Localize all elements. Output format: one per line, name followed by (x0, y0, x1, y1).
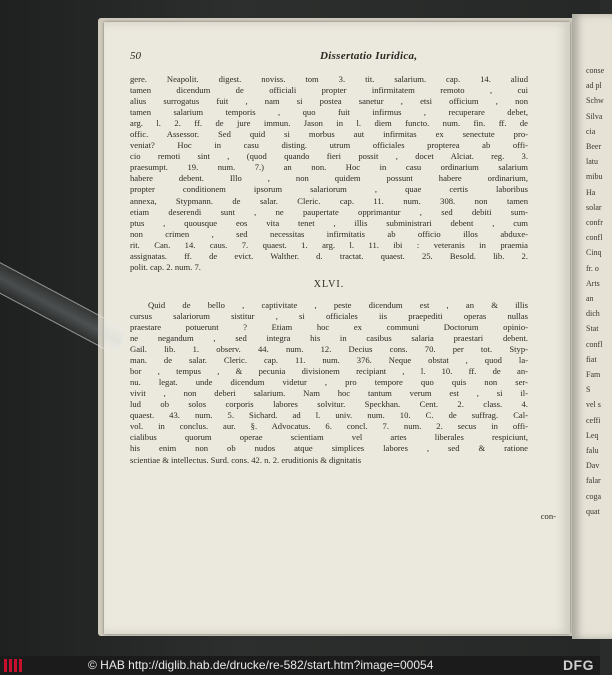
text-line: tamen salarium temporis , quo fuit infirmus , recuperare debet, (130, 107, 528, 118)
text-line: praesumpt. 19. num. 7.) an non. Hoc in casu ordinarium salarium (130, 162, 528, 173)
text-line: ne negandum , sed integra his in casibus salaria praestari debent. (130, 332, 528, 343)
text-line: polit. cap. 2. num. 7. (130, 261, 201, 272)
next-page-fragment: fr. o (586, 263, 599, 273)
hab-logo-icon (4, 659, 26, 672)
text-line: habere debent. Illo , non quidem possunt habere ordinarium, (130, 173, 528, 184)
next-page-fragment: Stat (586, 324, 599, 334)
next-page-fragment: Cinq (586, 248, 602, 258)
running-title: Dissertatio Iuridica, (320, 50, 418, 62)
text-line: man. de salar. Cleric. cap. 11. num. 376. Neque obstat , quod la- (130, 355, 528, 366)
paragraph-2 (130, 300, 528, 466)
text-line: Gail. lib. 1. observ. 44. num. 12. Decius cons. 70. per tot. Styp- (130, 344, 528, 355)
text-line: cio remoti sint , (quod quando fieri possit , docet Alciat. reg. 3. (130, 151, 528, 162)
text-line: alius surrogatus fuit , nam si postea sanetur , etsi officium , non (130, 96, 528, 107)
text-line: gere. Neapolit. digest. noviss. tom 3. tit. salarium. cap. 14. aliud (130, 74, 528, 84)
next-page-fragment: Arts (586, 278, 600, 288)
next-page-fragment: mibu (586, 172, 603, 182)
text-line: veniat? Hoc in casu disting. utrum officiales propterea ab offi- (130, 140, 528, 151)
next-page-fragment: solar (586, 202, 602, 212)
next-page-fragment: Fam (586, 370, 601, 379)
next-page-fragment: Dav (586, 461, 600, 471)
text-line: vivit , non deberi salarium. Nam hoc tantum verum est , si il- (130, 388, 528, 399)
text-line: rit. Can. 14. caus. 7. quaest. 1. arg. l. 11. ibi : veteranis in praemia (130, 239, 528, 250)
text-line: Quid de bello , captivitate , peste dicendum est , an & illis (148, 299, 528, 310)
next-page-fragment: confl (586, 233, 603, 243)
next-page-fragment: ceffi (586, 415, 601, 425)
catchword: con- (540, 511, 556, 521)
paragraph-1 (130, 74, 528, 273)
text-line: assignatas. ff. de evict. Walther. d. tractat. quaest. 25. Besold. lib. 2. (130, 250, 528, 261)
footer-bar (0, 656, 600, 675)
page-header (130, 50, 530, 64)
text-line: propter conditionem ipsorum salariorum , quae certis laboribus (130, 184, 528, 195)
next-page-fragment: confl (586, 339, 603, 349)
next-page-fragment: Ha (586, 187, 596, 197)
page-text (130, 74, 528, 466)
text-line: annexa, Stypmann. de salar. Cleric. cap. 11. num. 308. non tamen (130, 195, 528, 206)
next-page-fragment: dich (586, 309, 600, 319)
text-line: quaest. 43. num. 5. Sichard. ad l. univ. num. 10. C. de suffrag. Cal- (130, 410, 528, 421)
text-line: ptus , quousque eos vita tenet , illis subministrari debent , cum (130, 217, 528, 228)
next-page-fragment: latu (586, 157, 598, 167)
next-page-fragment: Silva (586, 111, 603, 121)
text-line: etiam deserendi sunt , ne paupertate opprimantur , sed debiti sum- (130, 206, 528, 217)
dfg-logo: DFG (562, 657, 594, 673)
text-line: nu. legat. unde dicendum videtur , pro tempore quo quis non ser- (130, 377, 528, 388)
text-line: praestare potuerunt ? Etiam hoc ex communi Doctorum opinio- (130, 321, 528, 332)
next-page-fragment: an (586, 294, 594, 303)
text-line: arg. l. 2. ff. de jure immun. Jason in l. diem functo. num. fin. ff. de (130, 118, 528, 129)
next-page-fragment: S (586, 385, 591, 395)
text-line: tamen dicendum de officiali propter infirmitatem remoto , cui (130, 85, 528, 96)
next-page-fragment: falar (586, 476, 601, 486)
text-line: his enim non ob nudos atque simplices labores , sed & ratione (130, 443, 528, 454)
next-page-fragment: vel s (586, 400, 601, 410)
text-line: cialibus quorum operae scientiam vel artes liberales respiciunt, (130, 432, 528, 443)
next-page-fragment: ad pl (586, 81, 602, 91)
text-line: vol. in conclus. aur. §. Advocatus. 6. concl. 7. num. 2. secus in offi- (130, 421, 528, 432)
next-page-fragment: conse (586, 66, 605, 75)
page-number: 50 (130, 50, 141, 62)
next-page-fragment: Beer (586, 142, 602, 151)
next-page-fragment: falu (586, 446, 599, 455)
next-page-edge (572, 14, 612, 639)
next-page-fragment: Leq (586, 430, 599, 440)
next-page-fragment: coga (586, 491, 602, 501)
text-line: non crimen , sed necessitas infirmitatis ab officio illos abduxe- (130, 228, 528, 239)
footer-credit-link[interactable]: © HAB http://diglib.hab.de/drucke/re-582/start.htm?image=00054 (88, 658, 434, 672)
next-page-fragment: quat (586, 506, 600, 516)
section-heading: XLVI. (313, 278, 345, 290)
text-line: bor , tempus , & pecunia divisionem recipiant , l. 10. ff. de an- (130, 366, 528, 377)
text-line: offic. Assessor. Sed quid si morbus aut infirmitas ex senectute pro- (130, 129, 528, 140)
next-page-fragment: confr (586, 218, 603, 227)
next-page-fragment: cia (586, 126, 596, 136)
text-line: lud ob solos corporis labores solvitur. Speckhan. Cent. 2. class. 4. (130, 399, 528, 410)
next-page-fragment: Schw (586, 96, 604, 106)
text-line: cursus salariorum sistitur , si officiales iis praepediti operas nullas (130, 310, 528, 321)
text-line: scientiae & intellectus. Surd. cons. 42. n. 2. eruditionis & dignitatis (130, 454, 362, 465)
next-page-fragment: fiat (586, 354, 597, 364)
